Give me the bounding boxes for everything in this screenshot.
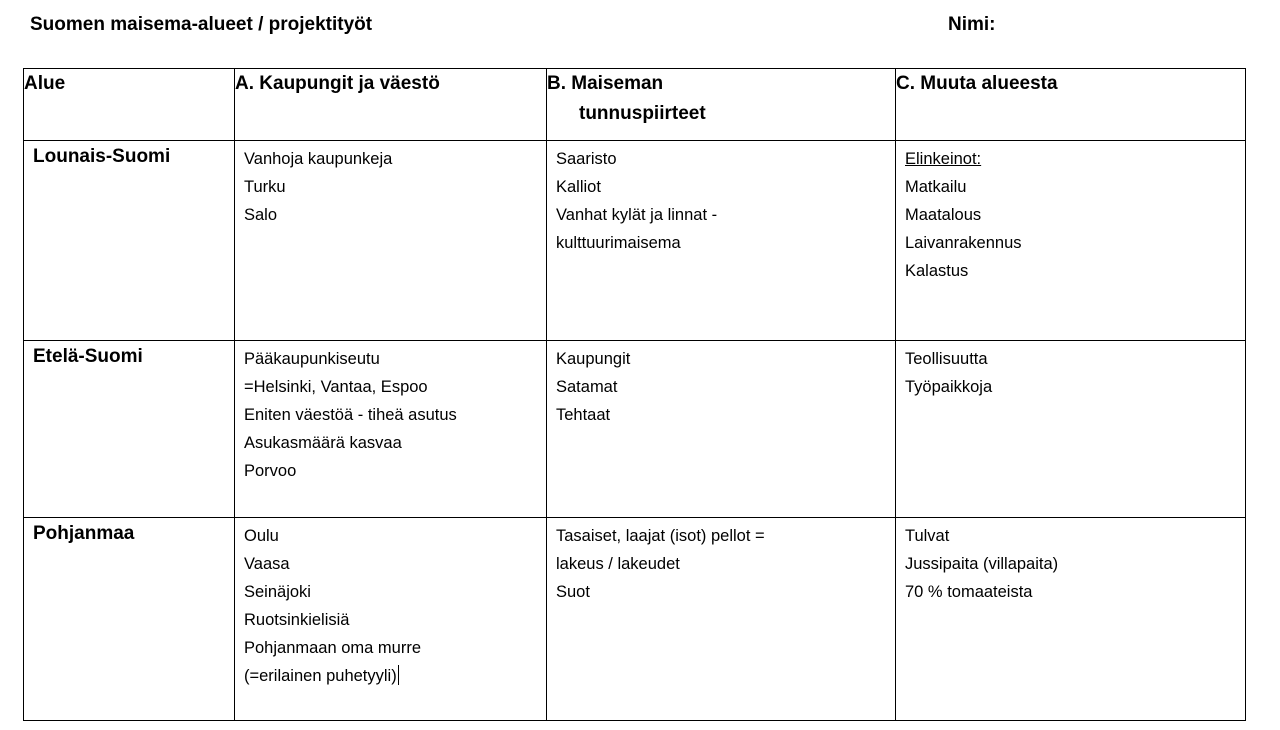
list-item: Vanhat kylät ja linnat -: [556, 206, 718, 224]
list-item: Asukasmäärä kasvaa: [244, 434, 402, 452]
list-item: Porvoo: [244, 462, 297, 480]
list-item: Vaasa: [244, 555, 290, 573]
document-title: Suomen maisema-alueet / projektityöt: [30, 14, 373, 35]
cell-other-info[interactable]: [896, 141, 1246, 341]
column-header-alue[interactable]: [24, 69, 235, 141]
cell-landscape-features[interactable]: [547, 518, 896, 721]
column-header-b-label-line2: tunnuspiirteet: [579, 103, 706, 124]
list-item: Työpaikkoja: [905, 378, 993, 396]
list-item: Kalastus: [905, 262, 969, 280]
region-name: Lounais-Suomi: [33, 146, 171, 167]
list-item: Saaristo: [556, 150, 617, 168]
list-item: Matkailu: [905, 178, 967, 196]
text-cursor: [398, 665, 399, 685]
table-row: [24, 141, 1246, 341]
list-item: Kaupungit: [556, 350, 631, 368]
list-item: 70 % tomaateista: [905, 583, 1033, 601]
list-item: Tulvat: [905, 527, 950, 545]
list-item: Vanhoja kaupunkeja: [244, 150, 393, 168]
region-name: Pohjanmaa: [33, 523, 135, 544]
list-item: Seinäjoki: [244, 583, 311, 601]
cell-other-info[interactable]: [896, 518, 1246, 721]
column-header-c-label: C. Muuta alueesta: [896, 73, 1058, 94]
table-row: [24, 341, 1246, 518]
region-cell[interactable]: [24, 341, 235, 518]
list-item: lakeus / lakeudet: [556, 555, 680, 573]
table-header-row: [24, 69, 1246, 141]
list-item-with-caret: [244, 662, 546, 690]
column-header-c[interactable]: [896, 69, 1246, 141]
table-row: [24, 518, 1246, 721]
cell-landscape-features[interactable]: [547, 141, 896, 341]
region-cell[interactable]: [24, 518, 235, 721]
list-item: Eniten väestöä - tiheä asutus: [244, 406, 457, 424]
list-item: Tasaiset, laajat (isot) pellot =: [556, 527, 765, 545]
region-name: Etelä-Suomi: [33, 346, 143, 367]
list-item: Ruotsinkielisiä: [244, 611, 350, 629]
column-header-alue-label: Alue: [24, 73, 66, 94]
cell-cities-population[interactable]: [235, 341, 547, 518]
column-header-b-label-line1: B. Maiseman: [547, 73, 664, 94]
cell-landscape-features[interactable]: [547, 341, 896, 518]
list-item: (=erilainen puhetyyli): [244, 667, 397, 685]
column-header-b[interactable]: [547, 69, 896, 141]
list-item: Tehtaat: [556, 406, 611, 424]
list-item: Maatalous: [905, 206, 982, 224]
subheading-elinkeinot: Elinkeinot:: [905, 150, 982, 168]
list-item: Turku: [244, 178, 286, 196]
name-label: Nimi:: [948, 14, 996, 35]
cell-other-info[interactable]: [896, 341, 1246, 518]
list-item: Oulu: [244, 527, 279, 545]
cell-cities-population[interactable]: [235, 141, 547, 341]
list-item: Pohjanmaan oma murre: [244, 639, 422, 657]
list-item: =Helsinki, Vantaa, Espoo: [244, 378, 428, 396]
regions-table: [23, 68, 1246, 721]
list-item: Laivanrakennus: [905, 234, 1022, 252]
list-item: Satamat: [556, 378, 618, 396]
region-cell[interactable]: [24, 141, 235, 341]
list-item: kulttuurimaisema: [556, 234, 681, 252]
list-item: Pääkaupunkiseutu: [244, 350, 380, 368]
list-item: Salo: [244, 206, 278, 224]
list-item: Jussipaita (villapaita): [905, 555, 1059, 573]
list-item: Suot: [556, 583, 590, 601]
list-item: Kalliot: [556, 178, 601, 196]
column-header-a-label: A. Kaupungit ja väestö: [235, 73, 440, 94]
list-item: Teollisuutta: [905, 350, 988, 368]
cell-cities-population[interactable]: [235, 518, 547, 721]
column-header-a[interactable]: [235, 69, 547, 141]
